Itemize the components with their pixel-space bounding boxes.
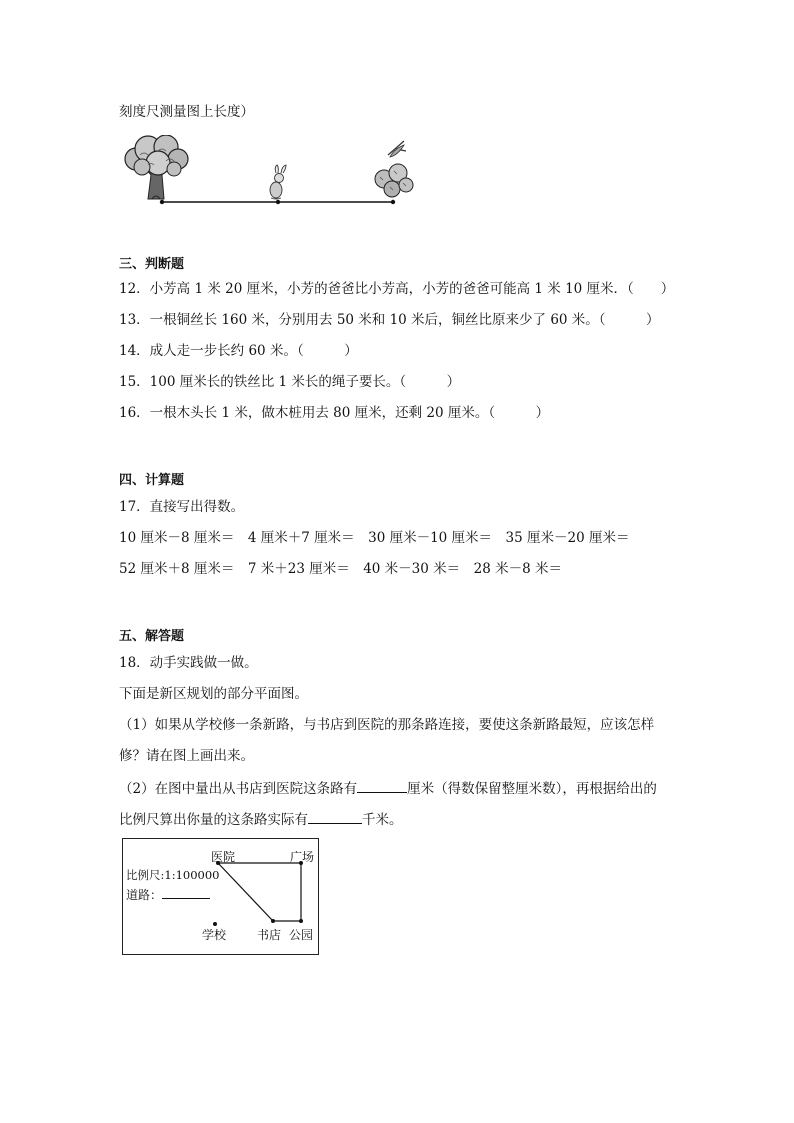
park-point [299,919,303,923]
plan-map [122,838,319,955]
question-18: 18．动手实践做一做。 [119,655,258,671]
road-label: 道路： [126,888,163,902]
square-label: 广场 [290,850,315,864]
part2-text-a: （2）在图中量出从书店到医院这条路有 [119,781,358,797]
part1-line2: 修？请在图上画出来。 [119,748,254,764]
section-heading-judgment: 三、判断题 [119,257,185,272]
road-legend-line [162,887,210,899]
school-label: 学校 [202,928,227,942]
section-heading-calculation: 四、计算题 [119,473,185,488]
part2-line2 [119,809,403,829]
bookstore-label: 书店 [257,928,282,942]
tree-point [160,200,164,204]
scale-label: 比例尺:1:100000 [126,868,220,882]
calc-row-1: 10 厘米－8 厘米＝ 4 厘米＋7 厘米＝ 30 厘米－10 厘米＝ 35 厘米－20 厘米＝ [119,530,630,546]
question-14: 14．成人走一步长约 60 米。（ ） [119,343,358,359]
bookstore-point [271,919,275,923]
hospital-label: 医院 [211,850,236,864]
measurement-instruction-tail: 刻度尺测量图上长度） [119,104,254,120]
park-label: 公园 [289,928,314,942]
part2-text-d: 千米。 [362,812,403,828]
part2-text-c: 比例尺算出你量的这条路实际有 [119,812,308,828]
question-13: 13．一根铜丝长 160 米，分别用去 50 米和 10 米后，铜丝比原来少了 60 米。（ ） [119,312,660,328]
part2-line1 [119,778,657,798]
question-12: 12．小芳高 1 米 20 厘米，小芳的爸爸比小芳高，小芳的爸爸可能高 1 米 10 厘米．（ ） [119,281,675,297]
part2-text-b: 厘米（得数保留整厘米数），再根据给出的 [407,781,657,797]
section-heading-answers: 五、解答题 [119,629,185,644]
road-legend [126,886,210,903]
lychee-icon [375,141,413,197]
question-17: 17．直接写出得数。 [119,499,245,515]
rabbit-icon [270,165,286,199]
tree-icon [125,135,188,199]
measurement-illustration [118,135,418,210]
answer-blank-cm[interactable] [357,778,407,793]
rabbit-point [276,200,280,204]
calc-row-2: 52 厘米＋8 厘米＝ 7 米＋23 厘米＝ 40 米－30 米＝ 28 米－8 米＝ [119,561,562,577]
map-intro: 下面是新区规划的部分平面图。 [119,686,308,702]
answer-blank-km[interactable] [308,809,362,824]
question-15: 15．100 厘米长的铁丝比 1 米长的绳子要长。（ ） [119,374,461,390]
part1-line1: （1）如果从学校修一条新路，与书店到医院的那条路连接，要使这条新路最短，应该怎样 [119,717,655,733]
question-16: 16．一根木头长 1 米，做木桩用去 80 厘米，还剩 20 厘米。（ ） [119,405,550,421]
lychee-point [391,200,395,204]
